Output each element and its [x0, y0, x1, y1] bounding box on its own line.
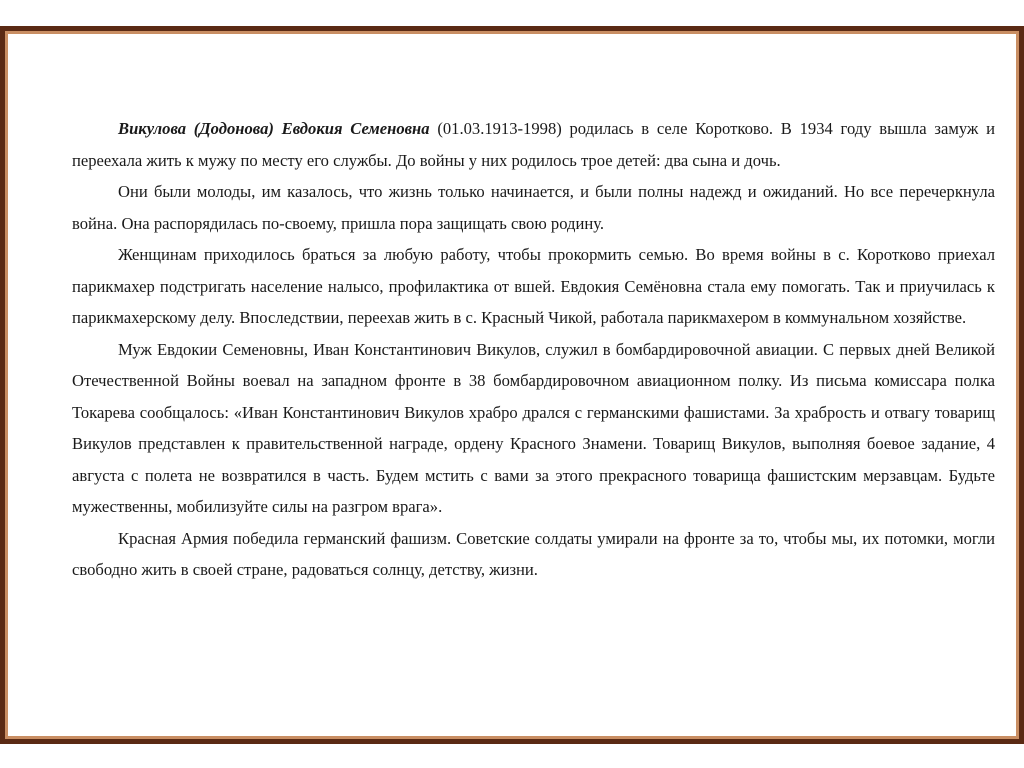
person-name: Викулова (Додонова) Евдокия Семеновна	[118, 119, 430, 138]
paragraph-4: Муж Евдокии Семеновны, Иван Константинович Викулов, служил в бомбардировочной авиации. С первых дней Великой Отечественной Войны воевал на западном фронте в 38 бомбардировочном авиационном полку. Из письма комиссара полка Токарева сообщалось: «Иван Константинович Викулов храбро дрался с германскими фашистами. За храбрость и отвагу товарищ Викулов представлен к правительственной награде, ордену Красного Знамени. Товарищ Викулов, выполняя боевое задание, 4 августа с полета не возвратился в часть. Будем мстить с вами за этого прекрасного товарища фашистским мерзавцам. Будьте мужественны, мобилизуйте силы на разгром врага».	[72, 339, 995, 516]
slide-frame-outer	[0, 26, 1024, 744]
paragraph-2: Они были молоды, им казалось, что жизнь только начинается, и были полны надежд и ожиданий. Но все перечеркнула война. Она распорядилась по-своему, пришла пора защищать свою родину.	[72, 182, 995, 233]
biography-text	[72, 113, 995, 586]
paragraph-1	[72, 113, 995, 176]
paragraph-1-text: (01.03.1913-1998) родилась в селе Коротково. В 1934 году вышла замуж и переехала жить к мужу по месту его службы. До войны у них родилось трое детей: два сына и дочь.	[72, 119, 996, 170]
slide-frame-inner	[5, 31, 1019, 739]
paragraph-3: Женщинам приходилось браться за любую работу, чтобы прокормить семью. Во время войны в с. Коротково приехал парикмахер подстригать население налысо, профилактика от вшей. Евдокия Семёновна стала ему помогать. Так и приучилась к парикмахерскому делу. Впоследствии, переехав жить в с. Красный Чикой, работала парикмахером в коммунальном хозяйстве.	[72, 245, 995, 327]
paragraph-5: Красная Армия победила германский фашизм. Советские солдаты умирали на фронте за то, чтобы мы, их потомки, могли свободно жить в своей стране, радоваться солнцу, детству, жизни.	[72, 528, 995, 579]
slide-content	[8, 34, 1016, 736]
